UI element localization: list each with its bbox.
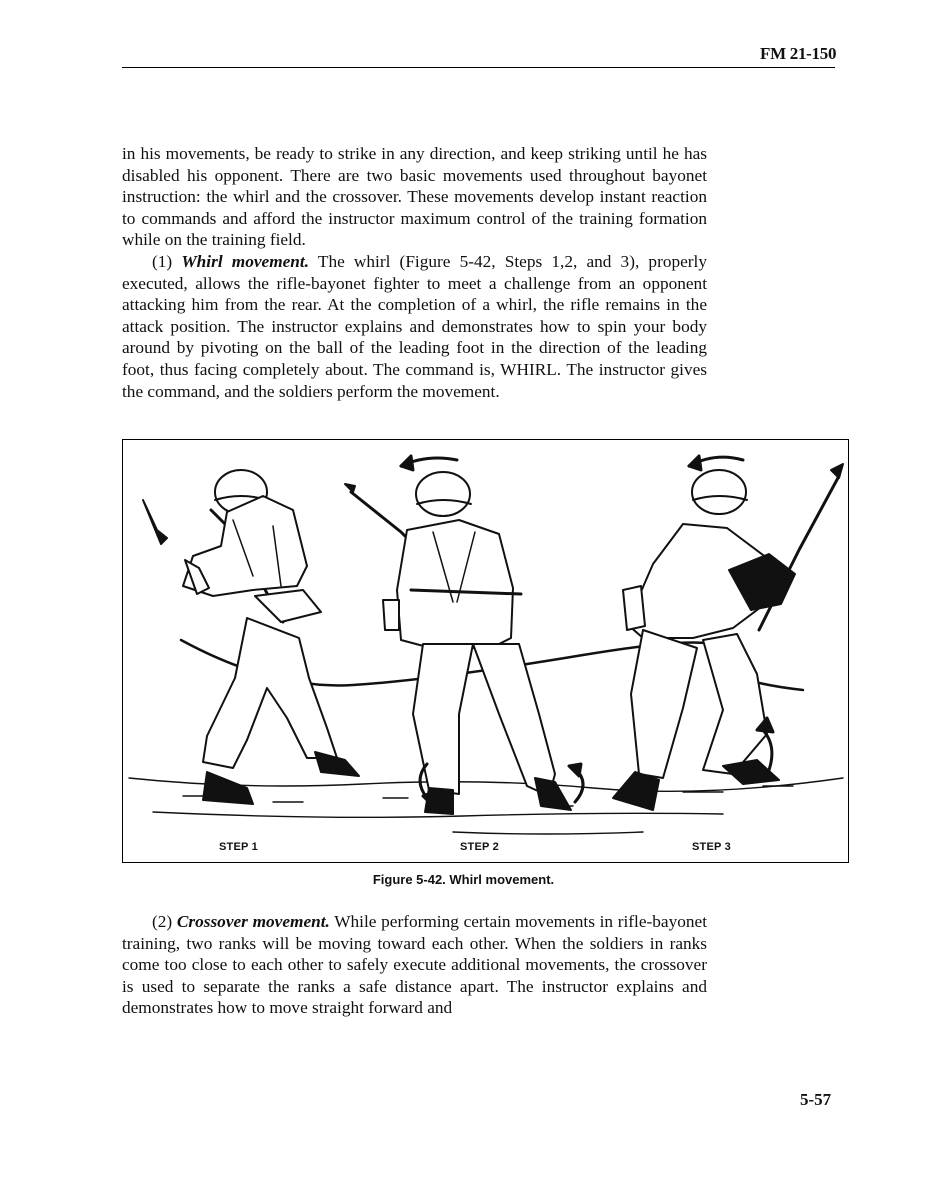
step-3-label: STEP 3 <box>692 841 731 853</box>
crossover-text: While performing certain movements in rifle-bayonet training, two ranks will be moving toward each other. When the soldiers in ranks come too close to each other to safely execute additional movements, the crossover is used to separate the ranks a safe distance apart. The instructor explains and demonstrates how to move straight forward and <box>122 912 707 1018</box>
soldier-step-1 <box>143 470 359 804</box>
soldier-step-2 <box>345 472 571 814</box>
paragraph-whirl <box>122 251 707 402</box>
manual-id: FM 21-150 <box>760 44 837 63</box>
whirl-number: (1) <box>152 251 182 271</box>
text-block-top <box>122 143 707 402</box>
header-rule <box>122 67 835 68</box>
step-2-label: STEP 2 <box>460 841 499 853</box>
crossover-number: (2) <box>152 912 177 931</box>
text-block-bottom <box>122 911 707 1019</box>
paragraph-crossover <box>122 911 707 1019</box>
whirl-illustration <box>123 440 850 864</box>
figure-caption: Figure 5-42. Whirl movement. <box>372 872 555 887</box>
step-1-label: STEP 1 <box>219 841 258 853</box>
page-number: 5-57 <box>800 1090 832 1109</box>
whirl-title: Whirl movement. <box>181 251 310 271</box>
crossover-title: Crossover movement. <box>176 912 330 931</box>
soldier-step-3 <box>613 464 843 810</box>
whirl-text: The whirl (Figure 5-42, Steps 1,2, and 3), properly executed, allows the rifle-bayonet fighter to meet a challenge from an opponent attacking him from the rear. At the completion of a whirl, the rifle remains in the attack position. The instructor explains and demonstrates how to spin your body around by pivoting on the ball of the leading foot in the direction of the leading foot, thus facing completely about. The command is, WHIRL. The instructor gives the command, and the soldiers perform the movement. <box>122 251 707 401</box>
paragraph-continuation: in his movements, be ready to strike in any direction, and keep striking until he has disabled his opponent. There are two basic movements used throughout bayonet instruction: the whirl and the crossover. These movements develop instant reaction to commands and afford the instructor maximum control of the training formation while on the training field. <box>122 144 707 250</box>
figure-whirl <box>122 439 849 863</box>
